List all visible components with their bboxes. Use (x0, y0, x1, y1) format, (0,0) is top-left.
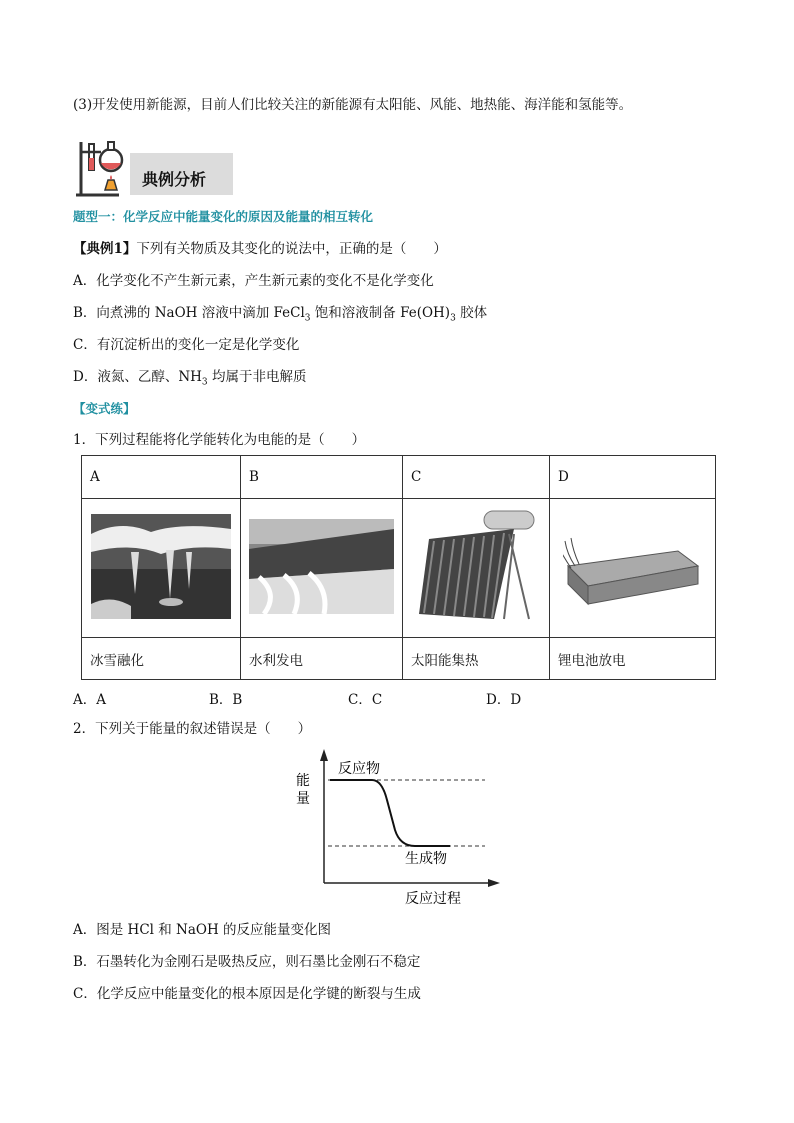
caption-b: 水利发电 (241, 638, 403, 680)
col-header-b: B (241, 456, 403, 499)
caption-a: 冰雪融化 (82, 638, 241, 680)
x-axis-label: 反应过程 (405, 891, 461, 905)
intro-line: (3)开发使用新能源，目前人们比较关注的新能源有太阳能、风能、地热能、海洋能和氢能等。 (73, 97, 633, 113)
caption-d: 锂电池放电 (550, 638, 716, 680)
example-option-a: A．化学变化不产生新元素，产生新元素的变化不是化学变化 (73, 273, 434, 289)
section-title: 典例分析 (142, 170, 207, 189)
option-b-text-1: B．向煮沸的 NaOH 溶液中滴加 FeCl (73, 305, 305, 321)
example-label: 【典例1】 (73, 241, 137, 257)
product-label: 生成物 (405, 851, 447, 867)
option-b-text-3: 胶体 (455, 305, 488, 321)
reactant-label: 反应物 (338, 761, 380, 777)
example-option-d (73, 368, 306, 392)
q1-stem: 1．下列过程能将化学能转化为电能的是（ ） (73, 432, 366, 448)
example-question: 下列有关物质及其变化的说法中，正确的是（ ） (136, 241, 447, 257)
option-b-text-2: 饱和溶液制备 Fe(OH) (310, 305, 451, 321)
q1-options-table (81, 455, 716, 680)
energy-diagram (290, 745, 505, 909)
example-option-c: C．有沉淀析出的变化一定是化学变化 (73, 337, 300, 353)
y-label-1: 能 (296, 773, 310, 789)
option-b-sub-2: 3 (450, 313, 456, 324)
q2-option-b[interactable]: B．石墨转化为金刚石是吸热反应，则石墨比金刚石不稳定 (73, 954, 421, 970)
col-header-a: A (82, 456, 241, 499)
q2-option-a[interactable]: A．图是 HCl 和 NaOH 的反应能量变化图 (73, 922, 332, 938)
option-d-sub: 3 (201, 377, 208, 388)
variant-label: 【变式练】 (73, 401, 136, 416)
q1-answer-b[interactable]: B．B (209, 692, 243, 708)
y-label-2: 量 (296, 791, 310, 807)
col-header-c: C (403, 456, 550, 499)
option-b-sub-1: 3 (304, 313, 311, 324)
option-d-text-1: D．液氮、乙醇、NH (73, 369, 202, 385)
solar-water-heater-image (403, 499, 550, 638)
q2-option-c[interactable]: C．化学反应中能量变化的根本原因是化学键的断裂与生成 (73, 986, 421, 1002)
hydropower-dam-image (241, 499, 403, 638)
q1-answer-c[interactable]: C．C (348, 692, 383, 708)
option-d-text-2: 均属于非电解质 (207, 369, 307, 385)
q1-answer-a[interactable]: A．A (73, 692, 106, 708)
caption-c: 太阳能集热 (403, 638, 550, 680)
lithium-battery-image (550, 499, 716, 638)
q2-stem: 2．下列关于能量的叙述错误是（ ） (73, 721, 312, 737)
example-option-b (73, 304, 487, 328)
q1-answer-d[interactable]: D．D (486, 692, 522, 708)
example-stem (73, 240, 447, 258)
type1-heading: 题型一：化学反应中能量变化的原因及能量的相互转化 (73, 209, 374, 224)
melting-ice-image (82, 499, 241, 638)
flask-lab-icon (75, 138, 130, 202)
col-header-d: D (550, 456, 716, 499)
